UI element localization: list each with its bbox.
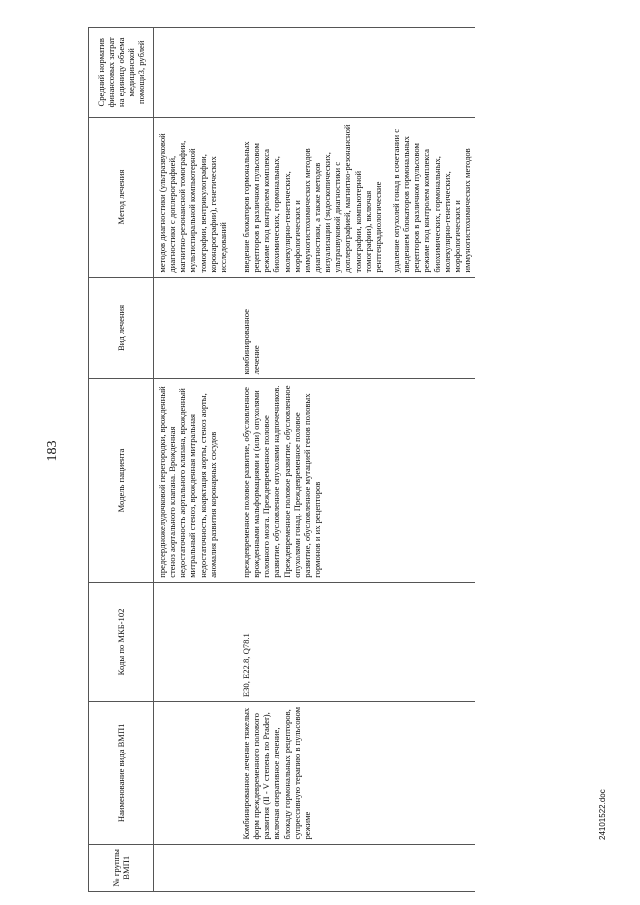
method-text-2: удаление опухолей гонад в сочетании с введением блокаторов гормональных рецепторов в различном пульсовом режиме под контролем комплекса биохимических, гормональных, молекулярно-генетических, морфологических и иммуногистохимических методов <box>390 128 472 273</box>
cell-treatment-kind: комбинированное лечение <box>231 277 475 379</box>
header-treatment-kind: Вид лечения <box>89 277 154 379</box>
header-patient-model: Модель пациента <box>89 379 154 582</box>
header-treatment-method: Метод лечения <box>89 117 154 277</box>
cell-treatment-method: методов диагностики (ультразвуковой диагностики с доплерографией, магнитно-резонансной томографии, мультиспиральной компьютерной томографии, вентрикулографии, коронарографии), генетических исследований <box>154 117 231 277</box>
cell-patient-model: преждевременное половое развитие, обусловленное врожденными мальформациями и (или) опухолями головного мозга. Преждевременное половое развитие, обусловленное опухолями надпочечников. Преждевременное половое развитие, обусловленное опухолями гонад. Преждевременное половое развитие, обусловленное мутацией генов половых гормонов и их рецепторов <box>231 379 475 582</box>
cell-icd-codes: E30, E22.8, Q78.1 <box>231 582 475 701</box>
cell-patient-model: предсердножелудочковой перегородки, врожденный стеноз аортального клапана. Врожденная недостаточность аортального клапана, врожденный митральный стеноз, врожденная митральная недостаточность, коарктация аорты, стеноз аорты, аномалия развития коронарных сосудов <box>154 379 231 582</box>
header-cost: Средний норматив финансовых затрат на единицу объема медицинской помощи3, рублей <box>89 28 154 118</box>
rotated-table-page <box>88 27 608 892</box>
cell-vmp-name: Комбинированное лечение тяжелых форм преждевременного полового развития (II - V степень по Prader), включая оперативное лечение, блокаду гормональных рецепторов, супрессивную терапию в пульсовом режиме <box>231 702 475 844</box>
table-row <box>231 28 475 892</box>
table-header-row <box>89 28 154 892</box>
header-icd-codes: Коды по МКБ-102 <box>89 582 154 701</box>
table-row <box>154 28 231 892</box>
header-vmp-name: Наименование вида ВМП1 <box>89 702 154 844</box>
document-id: 24101522.doc <box>598 789 607 840</box>
page-number: 183 <box>45 440 60 462</box>
header-group-number: № группы ВМП1 <box>89 844 154 891</box>
vmp-table <box>88 27 475 892</box>
method-text-1: введение блокаторов гормональных рецепторов в различном пульсовом режиме под контролем комплекса биохимических, гормональных, молекулярно-генетических, морфологических и иммуногистохимических методов диагностики, а также методов визуализации (эндоскопических, ультразвуковой диагностики с доплерографией, магнитно-резонансной томографии, компьютерной томографии), включая рентгенрадиологические <box>240 124 383 273</box>
cell-treatment-method <box>231 117 475 277</box>
